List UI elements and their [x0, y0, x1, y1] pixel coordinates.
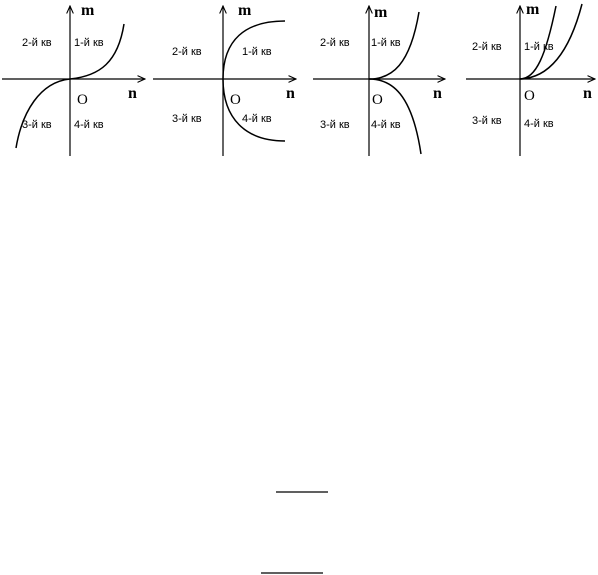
graph-1-n-label: n [128, 85, 137, 102]
graph-3-quadrant-1-label: 1-й кв [371, 37, 401, 49]
graph-1-quadrant-3-label: 3-й кв [22, 119, 52, 131]
graph-1-quadrant-4-label: 4-й кв [74, 119, 104, 131]
graph-4-quadrant-1-label: 1-й кв [524, 41, 554, 53]
graph-3-n-label: n [433, 85, 442, 102]
graph-4-quadrant-2-label: 2-й кв [472, 41, 502, 53]
graph-1 [2, 2, 145, 156]
graph-2 [153, 2, 296, 156]
graph-2-m-label: m [238, 2, 252, 19]
graph-1-m-label: m [81, 2, 95, 19]
graph-4-quadrant-4-label: 4-й кв [524, 118, 554, 130]
graph-3-origin-label: O [372, 92, 383, 108]
graph-3-m-label: m [374, 4, 388, 21]
graph-3-quadrant-4-label: 4-й кв [371, 119, 401, 131]
graph-2-quadrant-2-label: 2-й кв [172, 46, 202, 58]
graph-3-quadrant-2-label: 2-й кв [320, 37, 350, 49]
graph-2-quadrant-4-label: 4-й кв [242, 113, 272, 125]
graph-1-origin-label: O [77, 92, 88, 108]
graph-1-quadrant-2-label: 2-й кв [22, 37, 52, 49]
graph-4 [466, 1, 595, 156]
graph-2-n-label: n [286, 85, 295, 102]
graph-4-n-label: n [583, 85, 592, 102]
graph-4-origin-label: O [524, 88, 535, 104]
graph-4-m-label: m [526, 1, 540, 18]
graph-2-quadrant-1-label: 1-й кв [242, 46, 272, 58]
graph-4-quadrant-3-label: 3-й кв [472, 115, 502, 127]
graph-2-quadrant-3-label: 3-й кв [172, 113, 202, 125]
graph-1-quadrant-1-label: 1-й кв [74, 37, 104, 49]
graph-3 [313, 4, 445, 156]
graph-3-curve-lower [369, 79, 421, 154]
graph-2-origin-label: O [230, 92, 241, 108]
graph-3-quadrant-3-label: 3-й кв [320, 119, 350, 131]
